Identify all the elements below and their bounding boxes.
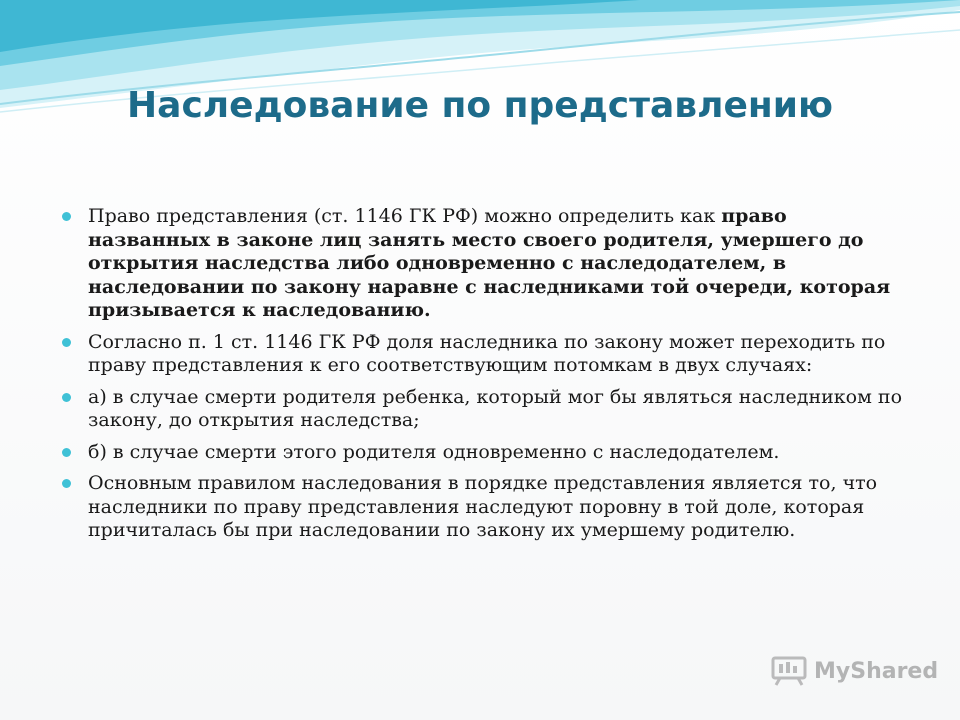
bullet-text: а) в случае смерти родителя ребенка, который мог бы являться наследником по закону, до открытия наследства;	[88, 385, 903, 431]
bullet-text: б) в случае смерти этого родителя одновременно с наследодателем.	[88, 440, 780, 463]
bullet-text: Согласно п. 1 ст. 1146 ГК РФ доля наследника по закону может переходить по праву представления к его соответствующим потомкам в двух случаях:	[88, 330, 886, 376]
bullet-item	[62, 386, 912, 433]
bullet-list	[62, 205, 912, 551]
bullet-dot-icon	[62, 338, 71, 347]
bullet-item	[62, 205, 912, 323]
bullet-text: Право представления (ст. 1146 ГК РФ) можно определить как	[88, 205, 722, 227]
watermark-text: MyShared	[814, 658, 939, 684]
bullet-dot-icon	[62, 393, 71, 402]
myshared-watermark	[770, 656, 938, 686]
bullet-dot-icon	[62, 479, 71, 488]
bullet-item	[62, 441, 912, 465]
bullet-text-bold: право названных в законе лиц занять место своего родителя, умершего до открытия наследства либо одновременно с наследодателем, в наследовании по закону наравне с наследниками той очереди, которая призывается к наследованию.	[88, 205, 891, 321]
slide-title: Наследование по представлению	[127, 85, 833, 126]
bullet-item	[62, 472, 912, 543]
bullet-dot-icon	[62, 448, 71, 457]
bullet-text: Основным правилом наследования в порядке представления является то, что наследники по праву представления наследуют поровну в той доле, которая причиталась бы при наследовании по закону их умершему родителю.	[88, 472, 878, 541]
bullet-dot-icon	[62, 212, 71, 221]
bullet-item	[62, 331, 912, 378]
presentation-board-icon	[770, 656, 808, 686]
